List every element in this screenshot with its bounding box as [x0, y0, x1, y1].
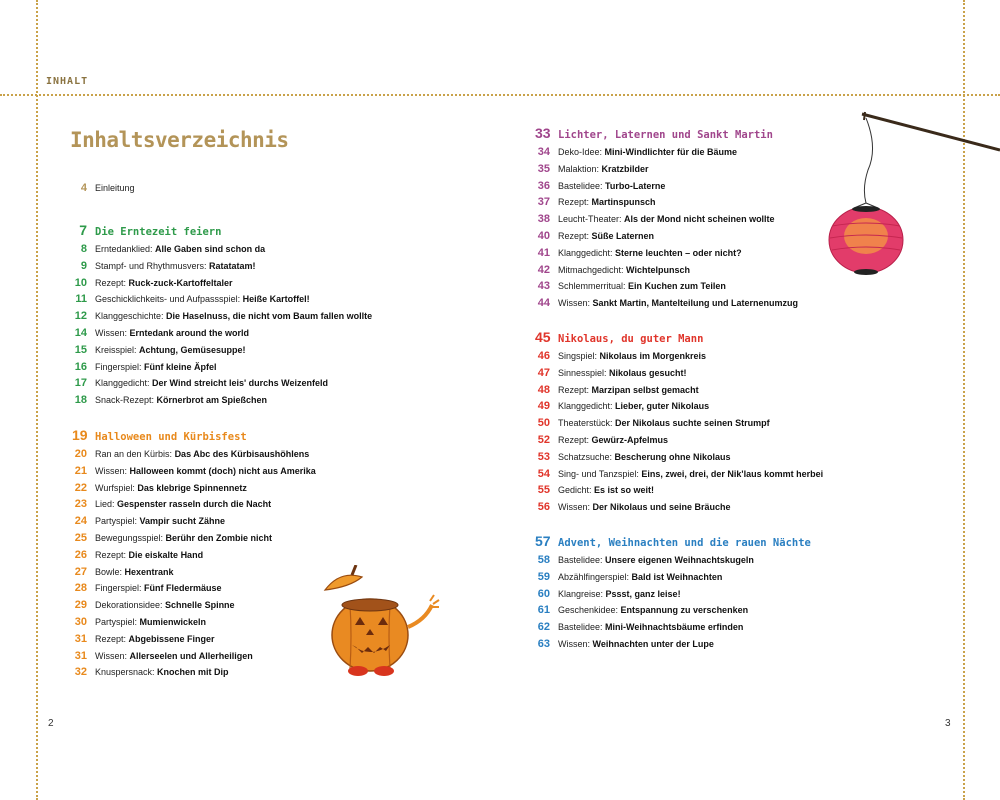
- entry-category: Partyspiel:: [95, 516, 140, 527]
- toc-entry: [72, 278, 233, 289]
- entry-title: Ratatatam!: [209, 260, 256, 271]
- entry-category: Rezept:: [558, 435, 592, 445]
- toc-entry: [535, 452, 731, 463]
- page-number: 8: [80, 243, 87, 255]
- entry-label: Einleitung: [95, 183, 135, 193]
- entry-title: Martinspunsch: [591, 197, 656, 208]
- toc-entry: [72, 328, 249, 339]
- section-heading-advent: [535, 533, 811, 549]
- entry-title: Berühr den Zombie nicht: [165, 533, 273, 543]
- entry-category: Ran an den Kürbis:: [95, 449, 175, 459]
- toc-entry: [72, 362, 217, 373]
- entry-title: Der Wind streicht leis' durchs Weizenfeld: [152, 378, 328, 389]
- page-number: 10: [74, 276, 87, 289]
- entry-title: Unsere eigenen Weihnachtskugeln: [605, 555, 754, 565]
- toc-entry: [535, 572, 722, 583]
- toc-entry: [72, 516, 225, 527]
- section-heading-nikolaus: [535, 329, 703, 345]
- entry-title: Halloween kommt (doch) nicht aus Amerika: [129, 465, 316, 476]
- entry-title: Fünf kleine Äpfel: [144, 361, 217, 372]
- entry-category: Knuspersnack:: [95, 667, 158, 678]
- entry-category: Bastelidee:: [558, 180, 606, 191]
- toc-entry: [72, 345, 246, 356]
- entry-category: Wissen:: [95, 328, 130, 338]
- entry-category: Bowle:: [95, 566, 125, 577]
- toc-entry: [72, 567, 174, 578]
- page-number: 4: [80, 182, 87, 194]
- entry-title: Wichtelpunsch: [626, 264, 690, 275]
- entry-title: Heiße Kartoffel!: [242, 294, 310, 305]
- page-number: 14: [74, 327, 87, 339]
- entry-title: Abgebissene Finger: [128, 633, 215, 644]
- entry-category: Klanggedicht:: [558, 247, 616, 258]
- toc-entry: [535, 401, 709, 412]
- page-number: 29: [74, 599, 87, 612]
- entry-category: Bewegungsspiel:: [95, 533, 166, 543]
- page-number: 31: [74, 632, 87, 645]
- pumpkin-illustration: [300, 565, 450, 680]
- toc-entry: [535, 351, 706, 362]
- entry-title: Lieber, guter Nikolaus: [615, 401, 710, 412]
- toc-entry: [72, 311, 372, 322]
- toc-entry-intro: [72, 183, 135, 194]
- section-heading-halloween: [72, 427, 247, 443]
- entry-title: Die Haselnuss, die nicht vom Baum fallen wollte: [166, 311, 373, 322]
- toc-entry: [72, 466, 316, 477]
- toc-entry: [535, 181, 665, 192]
- page-number: 21: [74, 464, 87, 477]
- entry-category: Erntedanklied:: [95, 244, 156, 254]
- page-number: 55: [537, 484, 550, 497]
- entry-category: Rezept:: [558, 197, 592, 208]
- entry-category: Deko-Idee:: [558, 147, 605, 157]
- toc-entry: [535, 147, 737, 158]
- toc-entry: [535, 485, 654, 496]
- page-number: 46: [537, 350, 550, 362]
- page-number: 15: [74, 343, 87, 356]
- page-number: 40: [537, 230, 550, 242]
- section-page-number: 7: [79, 222, 87, 238]
- entry-category: Wissen:: [558, 502, 593, 513]
- section-page-number: 57: [535, 533, 551, 549]
- entry-title: Vampir sucht Zähne: [139, 516, 226, 527]
- entry-title: Süße Laternen: [591, 231, 655, 241]
- entry-category: Theaterstück:: [558, 418, 616, 429]
- page-number: 18: [74, 394, 87, 407]
- toc-entry: [535, 298, 798, 309]
- entry-category: Singspiel:: [558, 351, 600, 361]
- entry-title: Turbo-Laterne: [605, 180, 666, 191]
- entry-title: Ein Kuchen zum Teilen: [628, 281, 726, 292]
- entry-title: Allerseelen und Allerheiligen: [129, 650, 253, 661]
- entry-title: Nikolaus gesucht!: [609, 367, 687, 378]
- entry-category: Bastelidee:: [558, 622, 606, 633]
- page-number: 26: [74, 548, 87, 561]
- toc-entry: [535, 639, 714, 650]
- entry-category: Mitmachgedicht:: [558, 264, 627, 275]
- page-number-left: 2: [48, 718, 54, 729]
- page-number: 9: [80, 259, 87, 272]
- toc-entry: [535, 605, 748, 616]
- entry-category: Klanggedicht:: [558, 401, 616, 412]
- toc-entry: [535, 248, 742, 259]
- entry-title: Mini-Windlichter für die Bäume: [604, 147, 737, 157]
- page-number: 59: [537, 570, 550, 583]
- toc-entry: [72, 634, 215, 645]
- page-number: 34: [537, 146, 550, 158]
- entry-title: Das klebrige Spinnennetz: [137, 482, 247, 493]
- page-number: 31: [74, 649, 87, 662]
- toc-entry: [535, 385, 699, 396]
- entry-category: Snack-Rezept:: [95, 395, 157, 406]
- toc-entry: [535, 214, 775, 225]
- entry-title: Nikolaus im Morgenkreis: [599, 351, 707, 361]
- entry-category: Fingerspiel:: [95, 361, 145, 372]
- entry-category: Lied:: [95, 499, 118, 510]
- entry-category: Schatzsuche:: [558, 451, 615, 462]
- section-title: Nikolaus, du guter Mann: [558, 333, 704, 345]
- toc-entry: [72, 583, 222, 594]
- entry-title: Achtung, Gemüsesuppe!: [139, 344, 246, 355]
- toc-entry: [535, 435, 668, 446]
- entry-title: Die eiskalte Hand: [128, 549, 204, 560]
- page-number: 58: [537, 554, 550, 566]
- page-number: 17: [74, 377, 87, 390]
- page-number: 35: [537, 162, 550, 175]
- toc-entry: [535, 368, 687, 379]
- entry-category: Klanggedicht:: [95, 378, 153, 389]
- toc-entry: [72, 550, 203, 561]
- left-dotted-rule: [36, 0, 38, 800]
- toc-entry: [535, 622, 743, 633]
- page-number: 53: [537, 450, 550, 463]
- entry-title: Pssst, ganz leise!: [605, 588, 681, 599]
- page-number: 24: [74, 515, 87, 528]
- entry-category: Sing- und Tanzspiel:: [558, 468, 642, 479]
- entry-title: Der Nikolaus suchte seinen Strumpf: [615, 418, 770, 429]
- page-number: 16: [74, 360, 87, 373]
- page-number: 30: [74, 616, 87, 628]
- page-number: 28: [74, 582, 87, 595]
- page-number: 63: [537, 638, 550, 650]
- page-number: 61: [537, 604, 550, 617]
- section-title: Lichter, Laternen und Sankt Martin: [558, 129, 773, 141]
- entry-category: Wissen:: [95, 465, 130, 476]
- section-title: Advent, Weihnachten und die rauen Nächte: [558, 537, 811, 549]
- section-title: Halloween und Kürbisfest: [95, 431, 247, 443]
- toc-entry: [72, 244, 265, 255]
- section-page-number: 19: [72, 427, 88, 443]
- entry-title: Mini-Weihnachtsbäume erfinden: [605, 622, 744, 633]
- page-number: 37: [537, 196, 550, 209]
- entry-category: Wissen:: [558, 298, 593, 309]
- page-number: 62: [537, 621, 550, 634]
- toc-entry: [72, 483, 247, 494]
- page-number: 56: [537, 501, 550, 514]
- toc-entry: [72, 533, 272, 544]
- entry-category: Rezept:: [558, 384, 592, 395]
- page-number: 42: [537, 263, 550, 276]
- toc-entry: [72, 600, 235, 611]
- entry-category: Rezept:: [95, 549, 129, 560]
- entry-category: Wissen:: [558, 639, 593, 649]
- entry-category: Gedicht:: [558, 485, 595, 496]
- page-number: 12: [74, 310, 87, 323]
- page-number: 52: [537, 434, 550, 446]
- toc-entry: [535, 555, 754, 566]
- section-title: Die Erntezeit feiern: [95, 226, 222, 238]
- entry-category: Dekorationsidee:: [95, 600, 166, 611]
- entry-category: Geschicklichkeits- und Aufpassspiel:: [95, 294, 243, 305]
- toc-entry: [72, 667, 229, 678]
- entry-category: Malaktion:: [558, 163, 602, 174]
- entry-category: Geschenkidee:: [558, 605, 621, 616]
- toc-entry: [535, 231, 654, 242]
- toc-entry: [72, 499, 271, 510]
- lantern-illustration: [820, 108, 1000, 298]
- entry-title: Es ist so weit!: [594, 485, 655, 496]
- page-number: 25: [74, 532, 87, 544]
- entry-title: Sankt Martin, Mantelteilung und Laternenumzug: [592, 298, 799, 309]
- top-dotted-rule: [0, 94, 1000, 96]
- entry-category: Sinnesspiel:: [558, 367, 610, 378]
- running-head: INHALT: [46, 76, 89, 87]
- toc-entry: [72, 294, 310, 305]
- page-number: 38: [537, 213, 550, 226]
- entry-category: Schlemmerritual:: [558, 281, 629, 292]
- page-number: 60: [537, 587, 550, 600]
- entry-title: Gewürz-Apfelmus: [591, 435, 669, 445]
- toc-entry: [72, 651, 253, 662]
- toc-entry: [535, 418, 770, 429]
- toc-entry: [72, 378, 328, 389]
- toc-entry: [535, 589, 681, 600]
- page-number: 41: [537, 246, 550, 259]
- entry-title: Fünf Fledermäuse: [144, 583, 222, 594]
- page-number: 43: [537, 280, 550, 293]
- page-number: 44: [537, 297, 550, 310]
- toc-entry: [72, 449, 309, 460]
- toc-entry: [535, 281, 726, 292]
- page-number: 20: [74, 448, 87, 460]
- page-number: 54: [537, 467, 550, 480]
- page-number: 36: [537, 179, 550, 192]
- entry-title: Ruck-zuck-Kartoffeltaler: [128, 277, 233, 288]
- section-heading-erntezeit: [72, 222, 221, 238]
- entry-title: Das Abc des Kürbisaushöhlens: [174, 449, 310, 459]
- entry-title: Als der Mond nicht scheinen wollte: [624, 214, 775, 225]
- entry-title: Sterne leuchten – oder nicht?: [615, 247, 742, 258]
- entry-title: Weihnachten unter der Lupe: [592, 639, 714, 649]
- entry-title: Schnelle Spinne: [165, 600, 235, 611]
- toc-entry: [72, 395, 267, 406]
- entry-title: Der Nikolaus und seine Bräuche: [592, 502, 731, 513]
- entry-title: Gespenster rasseln durch die Nacht: [117, 499, 272, 510]
- entry-category: Wissen:: [95, 650, 130, 661]
- toc-entry: [535, 197, 656, 208]
- page-number: 47: [537, 366, 550, 379]
- entry-title: Bescherung ohne Nikolaus: [614, 451, 731, 462]
- toc-entry: [535, 265, 690, 276]
- toc-entry: [535, 164, 649, 175]
- entry-title: Mumienwickeln: [139, 617, 207, 627]
- entry-category: Rezept:: [95, 633, 129, 644]
- entry-title: Marzipan selbst gemacht: [591, 384, 699, 395]
- page-number: 27: [74, 565, 87, 578]
- entry-title: Bald ist Weihnachten: [631, 571, 723, 582]
- page-number: 32: [74, 666, 87, 679]
- toc-entry: [72, 617, 206, 628]
- entry-category: Klangreise:: [558, 588, 606, 599]
- entry-title: Alle Gaben sind schon da: [155, 244, 266, 254]
- entry-category: Rezept:: [95, 277, 129, 288]
- entry-title: Knochen mit Dip: [157, 667, 229, 678]
- entry-category: Klanggeschichte:: [95, 311, 167, 322]
- entry-title: Kratzbilder: [601, 163, 649, 174]
- page-title: Inhaltsverzeichnis: [70, 128, 289, 152]
- entry-category: Partyspiel:: [95, 617, 140, 627]
- toc-entry: [535, 502, 731, 513]
- toc-entry: [72, 261, 256, 272]
- page-number: 22: [74, 481, 87, 494]
- page-number: 50: [537, 417, 550, 430]
- page-number: 49: [537, 400, 550, 413]
- entry-category: Stampf- und Rhythmusvers:: [95, 260, 210, 271]
- entry-category: Abzählfingerspiel:: [558, 571, 632, 582]
- entry-category: Kreisspiel:: [95, 344, 140, 355]
- entry-title: Hexentrank: [124, 566, 174, 577]
- entry-title: Entspannung zu verschenken: [620, 605, 749, 616]
- entry-title: Körnerbrot am Spießchen: [156, 395, 268, 406]
- entry-category: Fingerspiel:: [95, 583, 145, 594]
- page-number-right: 3: [945, 718, 951, 729]
- page-number: 23: [74, 498, 87, 511]
- entry-title: Erntedank around the world: [129, 328, 250, 338]
- section-page-number: 33: [535, 125, 551, 141]
- entry-category: Rezept:: [558, 231, 592, 241]
- entry-category: Leucht-Theater:: [558, 214, 625, 225]
- page-number: 48: [537, 383, 550, 396]
- section-page-number: 45: [535, 329, 551, 345]
- entry-category: Bastelidee:: [558, 555, 606, 565]
- toc-entry: [535, 469, 823, 480]
- section-heading-sankt-martin: [535, 125, 773, 141]
- entry-title: Eins, zwei, drei, der Nik'laus kommt herbei: [641, 468, 824, 479]
- page-number: 11: [75, 293, 87, 306]
- entry-category: Wurfspiel:: [95, 482, 138, 493]
